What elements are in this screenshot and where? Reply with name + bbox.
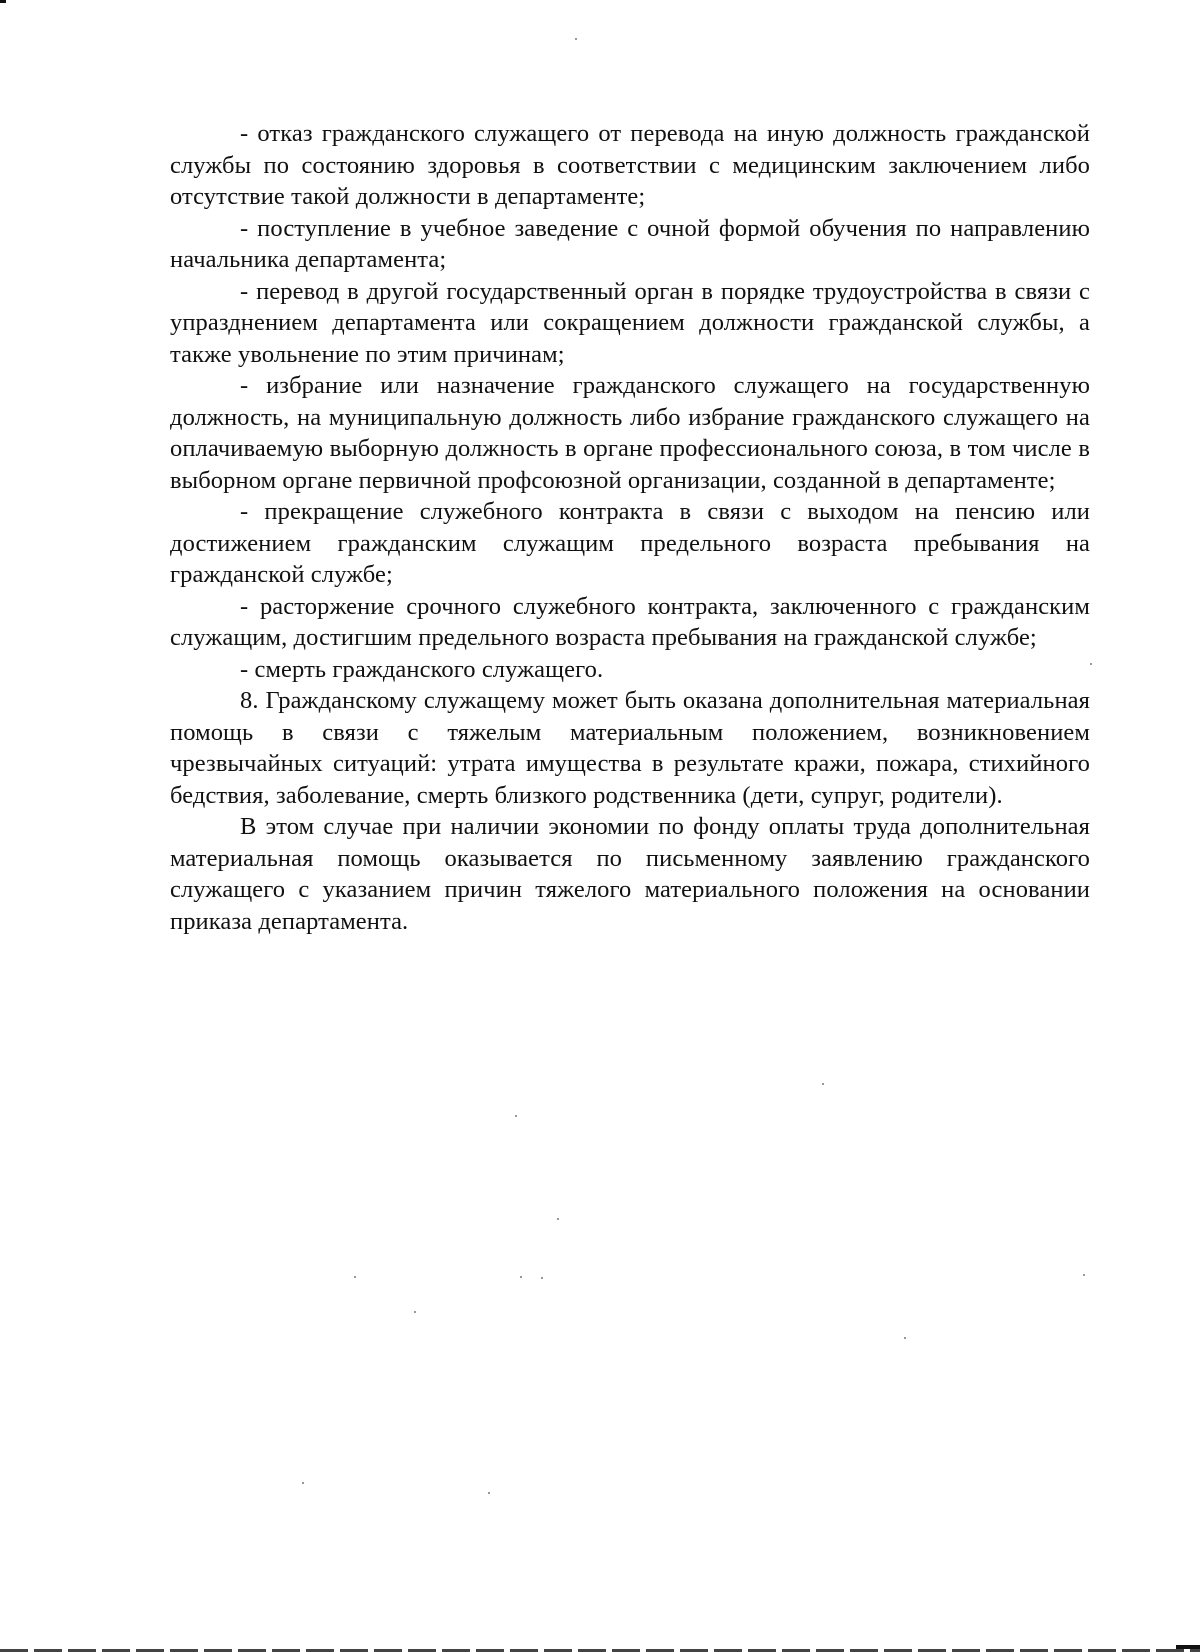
document-body <box>170 118 1090 937</box>
scan-speck <box>515 1115 517 1117</box>
scan-speck <box>488 1492 490 1494</box>
scan-speck <box>302 1482 304 1484</box>
scan-speck <box>541 1277 543 1279</box>
clause-8-procedure: В этом случае при наличии экономии по фонду оплаты труда дополнительная материальная помощь оказывается по письменному заявлению гражданского служащего с указанием причин тяжелого материального положения на основании приказа департамента. <box>170 813 1090 935</box>
scan-speck <box>414 1311 416 1313</box>
list-item-death: - смерть гражданского служащего. <box>240 655 604 683</box>
scan-speck <box>557 1218 559 1220</box>
scan-speck <box>822 1083 824 1085</box>
scan-speck <box>354 1276 356 1278</box>
list-item-election-appointment: - избрание или назначение гражданского служащего на государственную должность, на муниципальную должность либо избрание гражданского служащего на оплачиваемую выборную должность в органе профессионального союза, в том числе в выборном органе первичной профсоюзной организации, созданной в департаменте; <box>170 372 1090 494</box>
list-item-refusal-transfer: - отказ гражданского служащего от перевода на иную должность гражданской службы по состоянию здоровья в соответствии с медицинским заключением либо отсутствие такой должности в департаменте; <box>170 120 1090 210</box>
clause-8-material-aid: 8. Гражданскому служащему может быть оказана дополнительная материальная помощь в связи с тяжелым материальным положением, возникновением чрезвычайных ситуаций: утрата имущества в результате кражи, пожара, стихийного бедствия, заболевание, смерть близкого родственника (дети, супруг, родители). <box>170 687 1090 809</box>
scan-speck <box>904 1337 906 1339</box>
scan-speck <box>1090 663 1092 665</box>
scan-corner-mark <box>0 0 6 3</box>
list-item-contract-termination: - расторжение срочного служебного контракта, заключенного с гражданским служащим, достигшим предельного возраста пребывания на гражданской службе; <box>170 592 1090 651</box>
list-item-education: - поступление в учебное заведение с очной формой обучения по направлению начальника департамента; <box>170 214 1090 273</box>
list-item-transfer-abolition: - перевод в другой государственный орган в порядке трудоустройства в связи с упразднением департамента или сокращением должности гражданской службы, а также увольнение по этим причинам; <box>170 277 1090 368</box>
scan-speck <box>575 38 577 40</box>
scan-corner-mark <box>1176 1645 1200 1649</box>
scan-speck <box>1083 1274 1085 1276</box>
list-item-pension: - прекращение служебного контракта в связи с выходом на пенсию или достижением гражданским служащим предельного возраста пребывания на гражданской службе; <box>170 498 1090 588</box>
scan-speck <box>520 1276 522 1278</box>
